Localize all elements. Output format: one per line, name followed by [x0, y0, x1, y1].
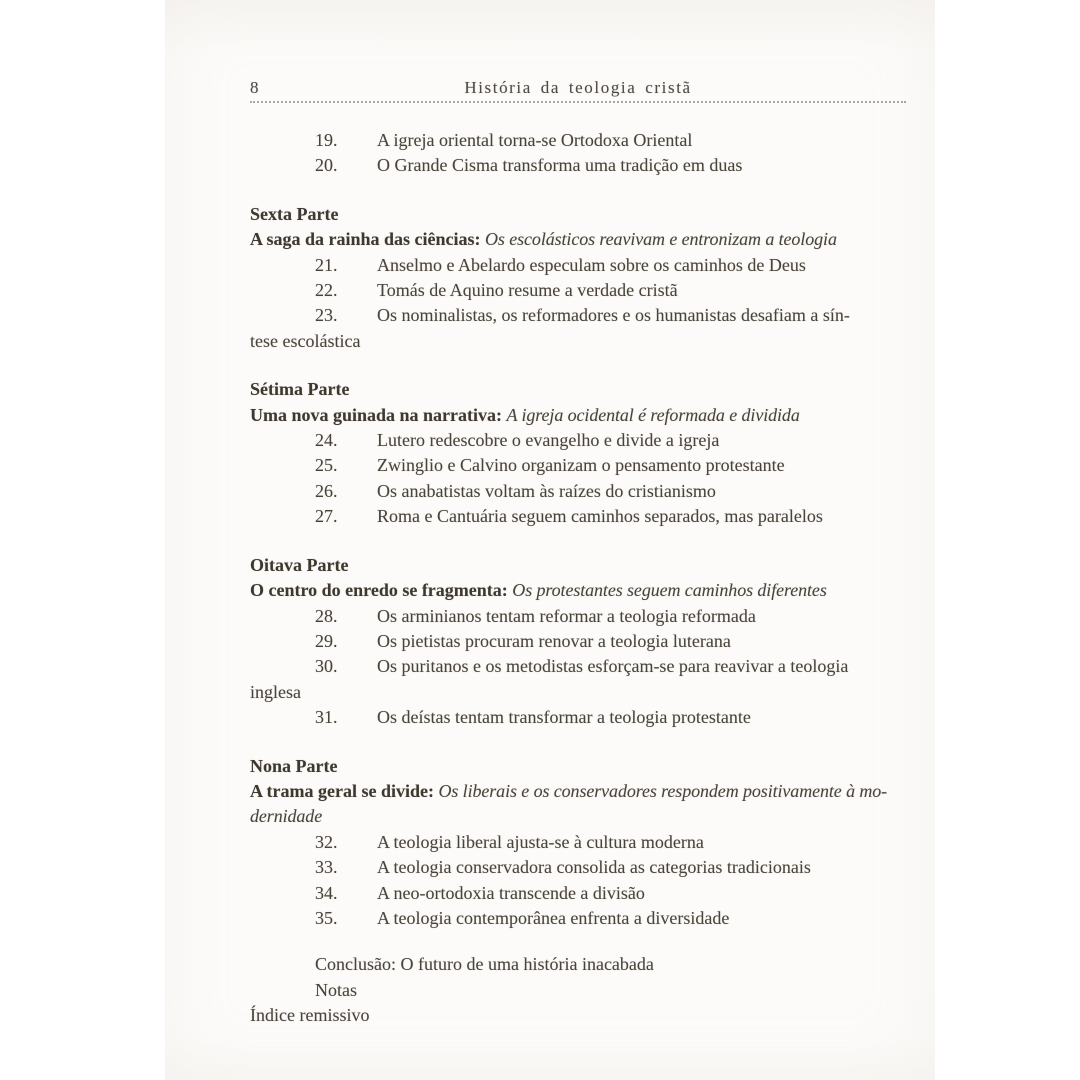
toc-chapter-row	[250, 303, 912, 354]
page-number: 8	[250, 78, 259, 97]
toc-chapter-row	[250, 128, 912, 153]
closing-line: Conclusão: O futuro de uma história inacabada	[315, 954, 654, 975]
toc-chapter-row	[250, 253, 912, 278]
chapter-title: Roma e Cantuária seguem caminhos separados, mas paralelos	[377, 506, 823, 527]
chapter-number: 27.	[315, 506, 338, 527]
chapter-title: A teologia conservadora consolida as categorias tradicionais	[377, 857, 811, 878]
toc-chapter-row	[250, 278, 912, 303]
toc-chapter-row	[250, 855, 912, 880]
part-heading: Sétima Parte	[250, 379, 350, 400]
part-subtitle-italic: Os liberais e os conservadores respondem positivamente à mo-	[438, 780, 888, 801]
toc-chapter-row	[250, 153, 912, 178]
chapter-number: 21.	[315, 254, 338, 275]
chapter-number: 33.	[315, 857, 338, 878]
chapter-number: 31.	[315, 707, 338, 728]
chapter-title: Os pietistas procuram renovar a teologia luterana	[377, 630, 731, 651]
chapter-number: 19.	[315, 130, 338, 150]
chapter-number: 30.	[315, 656, 338, 677]
chapter-title: Os puritanos e os metodistas esforçam-se para reavivar a teologia	[377, 656, 849, 677]
chapter-title-continuation: tese escolástica	[250, 330, 361, 351]
toc-chapter-row	[250, 629, 912, 654]
toc-part	[250, 754, 912, 932]
part-subtitle-italic: Os escolásticos reavivam e entronizam a teologia	[485, 229, 837, 250]
toc-chapter-row	[250, 654, 912, 705]
chapter-number: 20.	[315, 155, 338, 176]
part-heading: Nona Parte	[250, 755, 338, 776]
chapter-title: Os deístas tentam transformar a teologia protestante	[377, 707, 751, 728]
toc-part	[250, 553, 912, 731]
part-subtitle	[250, 578, 912, 603]
toc-chapter-row	[250, 428, 912, 453]
chapter-title: Os anabatistas voltam às raízes do cristianismo	[377, 480, 716, 501]
chapter-title: Os arminianos tentam reformar a teologia reformada	[377, 605, 756, 626]
toc-part	[250, 202, 912, 354]
chapter-title: A teologia contemporânea enfrenta a diversidade	[377, 907, 730, 928]
part-subtitle	[250, 779, 912, 830]
table-of-contents	[250, 128, 912, 1029]
part-subtitle	[250, 227, 912, 252]
chapter-title: Os nominalistas, os reformadores e os humanistas desafiam a sín-	[377, 305, 850, 326]
chapter-title: Tomás de Aquino resume a verdade cristã	[377, 280, 678, 301]
toc-chapter-row	[250, 604, 912, 629]
part-subtitle-bold: A saga da rainha das ciências:	[250, 229, 481, 250]
closing-line: Índice remissivo	[250, 1005, 370, 1026]
chapter-title: A neo-ortodoxia transcende a divisão	[377, 882, 645, 903]
chapter-number: 34.	[315, 882, 338, 903]
toc-chapter-row	[250, 453, 912, 478]
chapter-number: 32.	[315, 831, 338, 852]
chapter-number: 29.	[315, 630, 338, 651]
part-heading: Oitava Parte	[250, 554, 349, 575]
chapter-number: 22.	[315, 280, 338, 301]
chapter-title: Zwinglio e Calvino organizam o pensamento protestante	[377, 455, 785, 476]
chapter-number: 25.	[315, 455, 338, 476]
toc-chapter-row	[250, 504, 912, 529]
toc-chapter-row	[250, 906, 912, 931]
toc-chapter-row	[250, 830, 912, 855]
part-subtitle	[250, 403, 912, 428]
chapter-number: 24.	[315, 430, 338, 451]
chapter-title: Anselmo e Abelardo especulam sobre os caminhos de Deus	[377, 254, 806, 275]
chapter-title: Lutero redescobre o evangelho e divide a igreja	[377, 430, 720, 451]
part-subtitle-bold: O centro do enredo se fragmenta:	[250, 580, 508, 601]
part-subtitle-italic: Os protestantes seguem caminhos diferentes	[512, 580, 827, 601]
chapter-number: 35.	[315, 907, 338, 928]
part-subtitle-bold: A trama geral se divide:	[250, 780, 434, 801]
chapter-number: 28.	[315, 605, 338, 626]
chapter-number: 26.	[315, 480, 338, 501]
page-header	[250, 77, 906, 103]
chapter-title: A igreja oriental torna-se Ortodoxa Oriental	[377, 130, 693, 150]
toc-part	[250, 377, 912, 529]
closing-line: Notas	[315, 979, 357, 1000]
toc-chapter-row	[250, 479, 912, 504]
part-heading: Sexta Parte	[250, 203, 339, 224]
chapter-title: A teologia liberal ajusta-se à cultura moderna	[377, 831, 704, 852]
toc-chapter-row	[250, 705, 912, 730]
running-title: História da teologia cristã	[464, 78, 692, 97]
chapter-title-continuation: inglesa	[250, 681, 301, 702]
part-subtitle-italic: A igreja ocidental é reformada e dividida	[506, 404, 800, 425]
toc-closing	[250, 952, 912, 1028]
chapter-number: 23.	[315, 305, 338, 326]
part-subtitle-bold: Uma nova guinada na narrativa:	[250, 404, 503, 425]
chapter-title: O Grande Cisma transforma uma tradição em duas	[377, 155, 743, 176]
toc-chapter-row	[250, 881, 912, 906]
part-subtitle-continuation: dernidade	[250, 806, 323, 827]
